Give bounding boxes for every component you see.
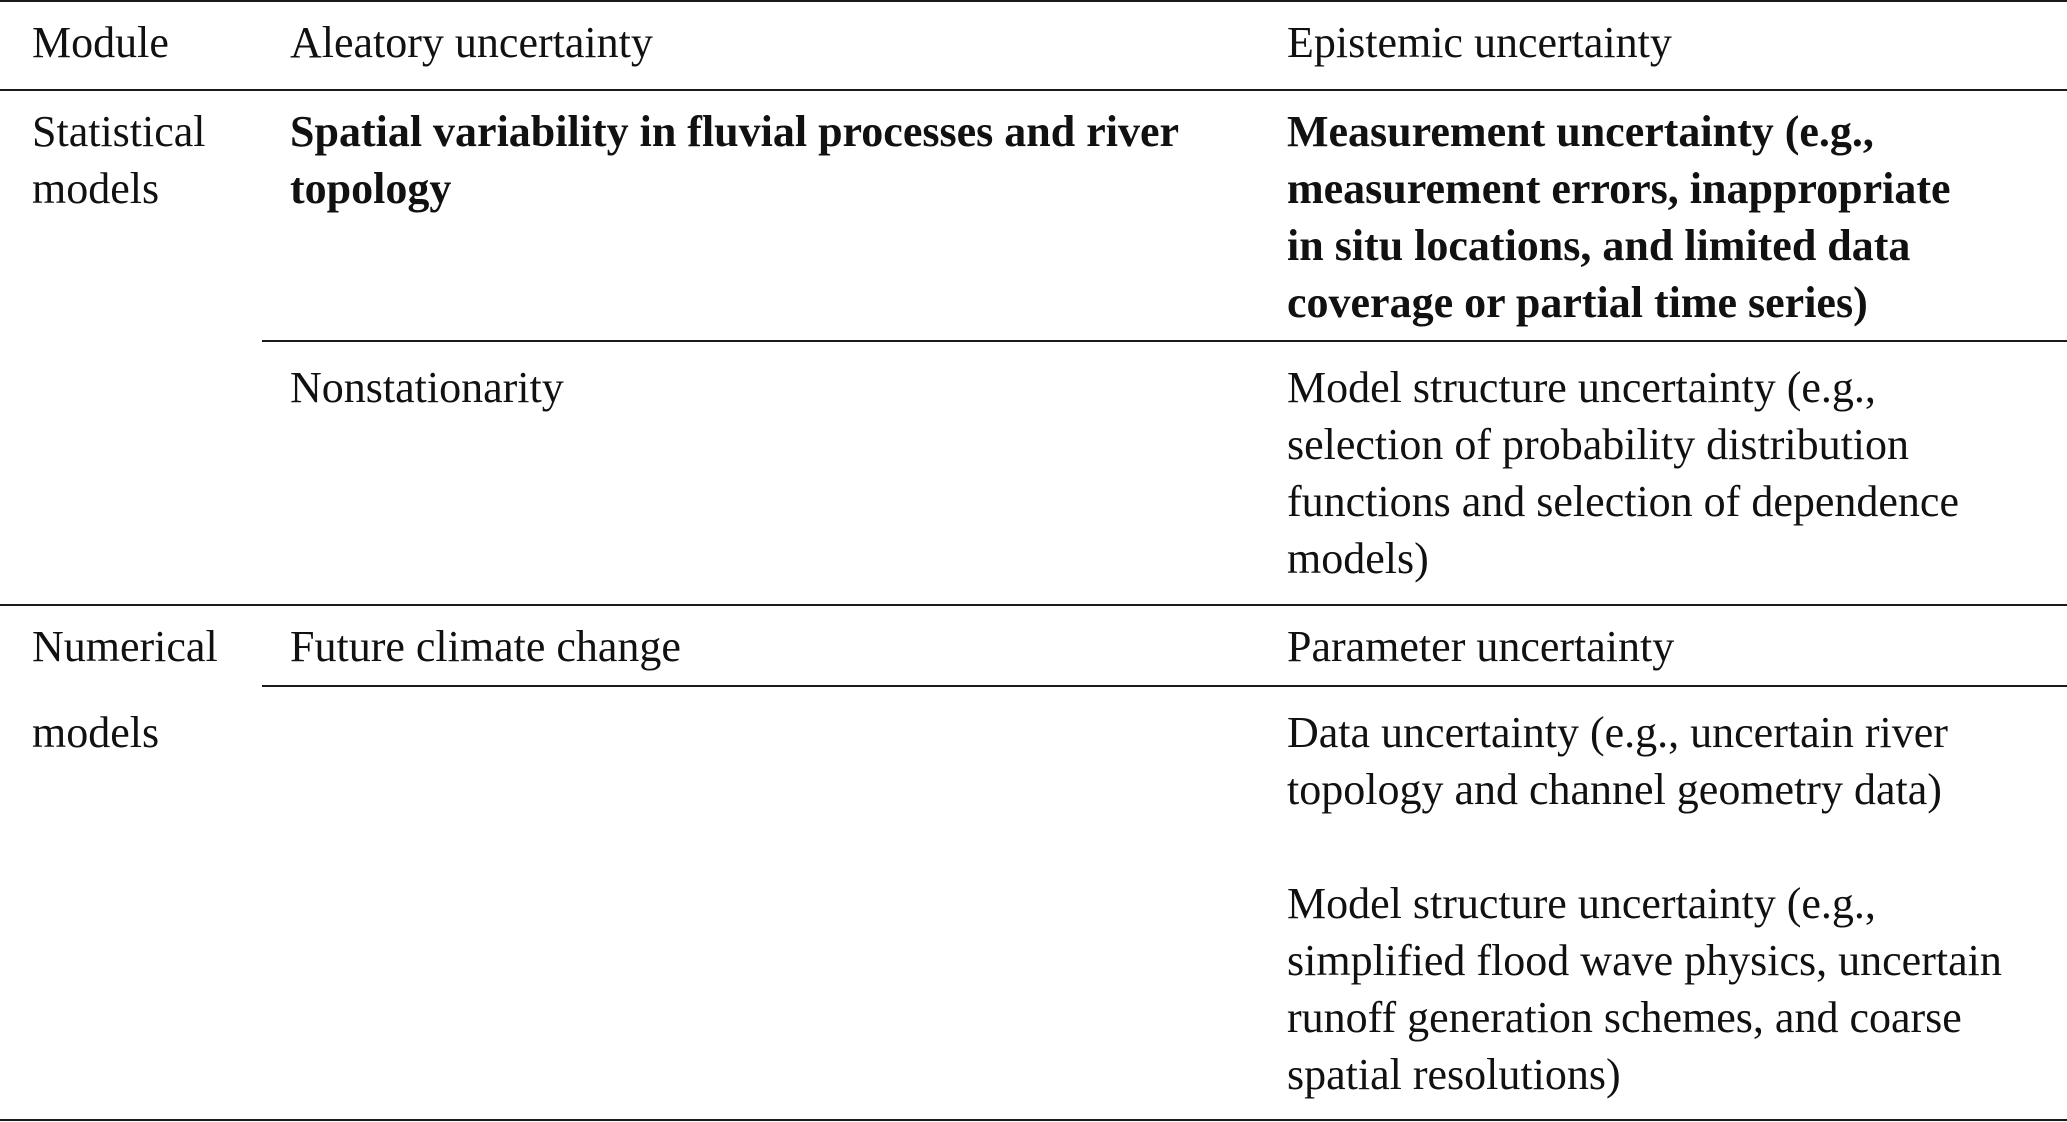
numerical-row1-aleatory: Future climate change xyxy=(290,622,681,671)
top-rule xyxy=(0,0,2067,2)
statistical-row1-epistemic-line-1: Measurement uncertainty (e.g., xyxy=(1287,107,1874,156)
numerical-model-structure-line-1: Model structure uncertainty (e.g., xyxy=(1287,879,1876,928)
numerical-data-uncertainty-line-2: topology and channel geometry data) xyxy=(1287,765,1942,814)
statistical-row2-aleatory: Nonstationarity xyxy=(290,363,564,412)
statistical-row1-epistemic-line-2: measurement errors, inappropriate xyxy=(1287,164,1951,213)
statistical-row1-epistemic-line-3: in situ locations, and limited data xyxy=(1287,221,1911,270)
numerical-model-structure-line-4: spatial resolutions) xyxy=(1287,1050,1621,1099)
header-aleatory: Aleatory uncertainty xyxy=(290,18,653,67)
numerical-row1-epistemic: Parameter uncertainty xyxy=(1287,622,1675,671)
numerical-model-structure-line-3: runoff generation schemes, and coarse xyxy=(1287,993,1962,1042)
statistical-row1-aleatory-line-1: Spatial variability in fluvial processes and river xyxy=(290,107,1180,156)
header-rule xyxy=(0,89,2067,91)
bottom-rule xyxy=(0,1119,2067,1121)
numerical-model-structure-line-2: simplified flood wave physics, uncertain xyxy=(1287,936,2002,985)
statistical-inner-rule xyxy=(262,340,2067,342)
numerical-inner-rule xyxy=(262,685,2067,687)
header-module: Module xyxy=(32,18,169,67)
statistical-row1-epistemic-line-4: coverage or partial time series) xyxy=(1287,278,1868,327)
statistical-module-line-2: models xyxy=(32,164,160,213)
statistical-row2-epistemic-line-1: Model structure uncertainty (e.g., xyxy=(1287,363,1876,412)
section-rule xyxy=(0,604,2067,606)
statistical-row2-epistemic-line-4: models) xyxy=(1287,534,1429,583)
numerical-module-line-2: models xyxy=(32,708,160,757)
numerical-module-line-1: Numerical xyxy=(32,622,218,671)
statistical-row2-epistemic-line-2: selection of probability distribution xyxy=(1287,420,1910,469)
header-epistemic: Epistemic uncertainty xyxy=(1287,18,1672,67)
statistical-row1-aleatory-line-2: topology xyxy=(290,164,452,213)
numerical-data-uncertainty-line-1: Data uncertainty (e.g., uncertain river xyxy=(1287,708,1948,757)
statistical-module-line-1: Statistical xyxy=(32,107,206,156)
statistical-row2-epistemic-line-3: functions and selection of dependence xyxy=(1287,477,1959,526)
